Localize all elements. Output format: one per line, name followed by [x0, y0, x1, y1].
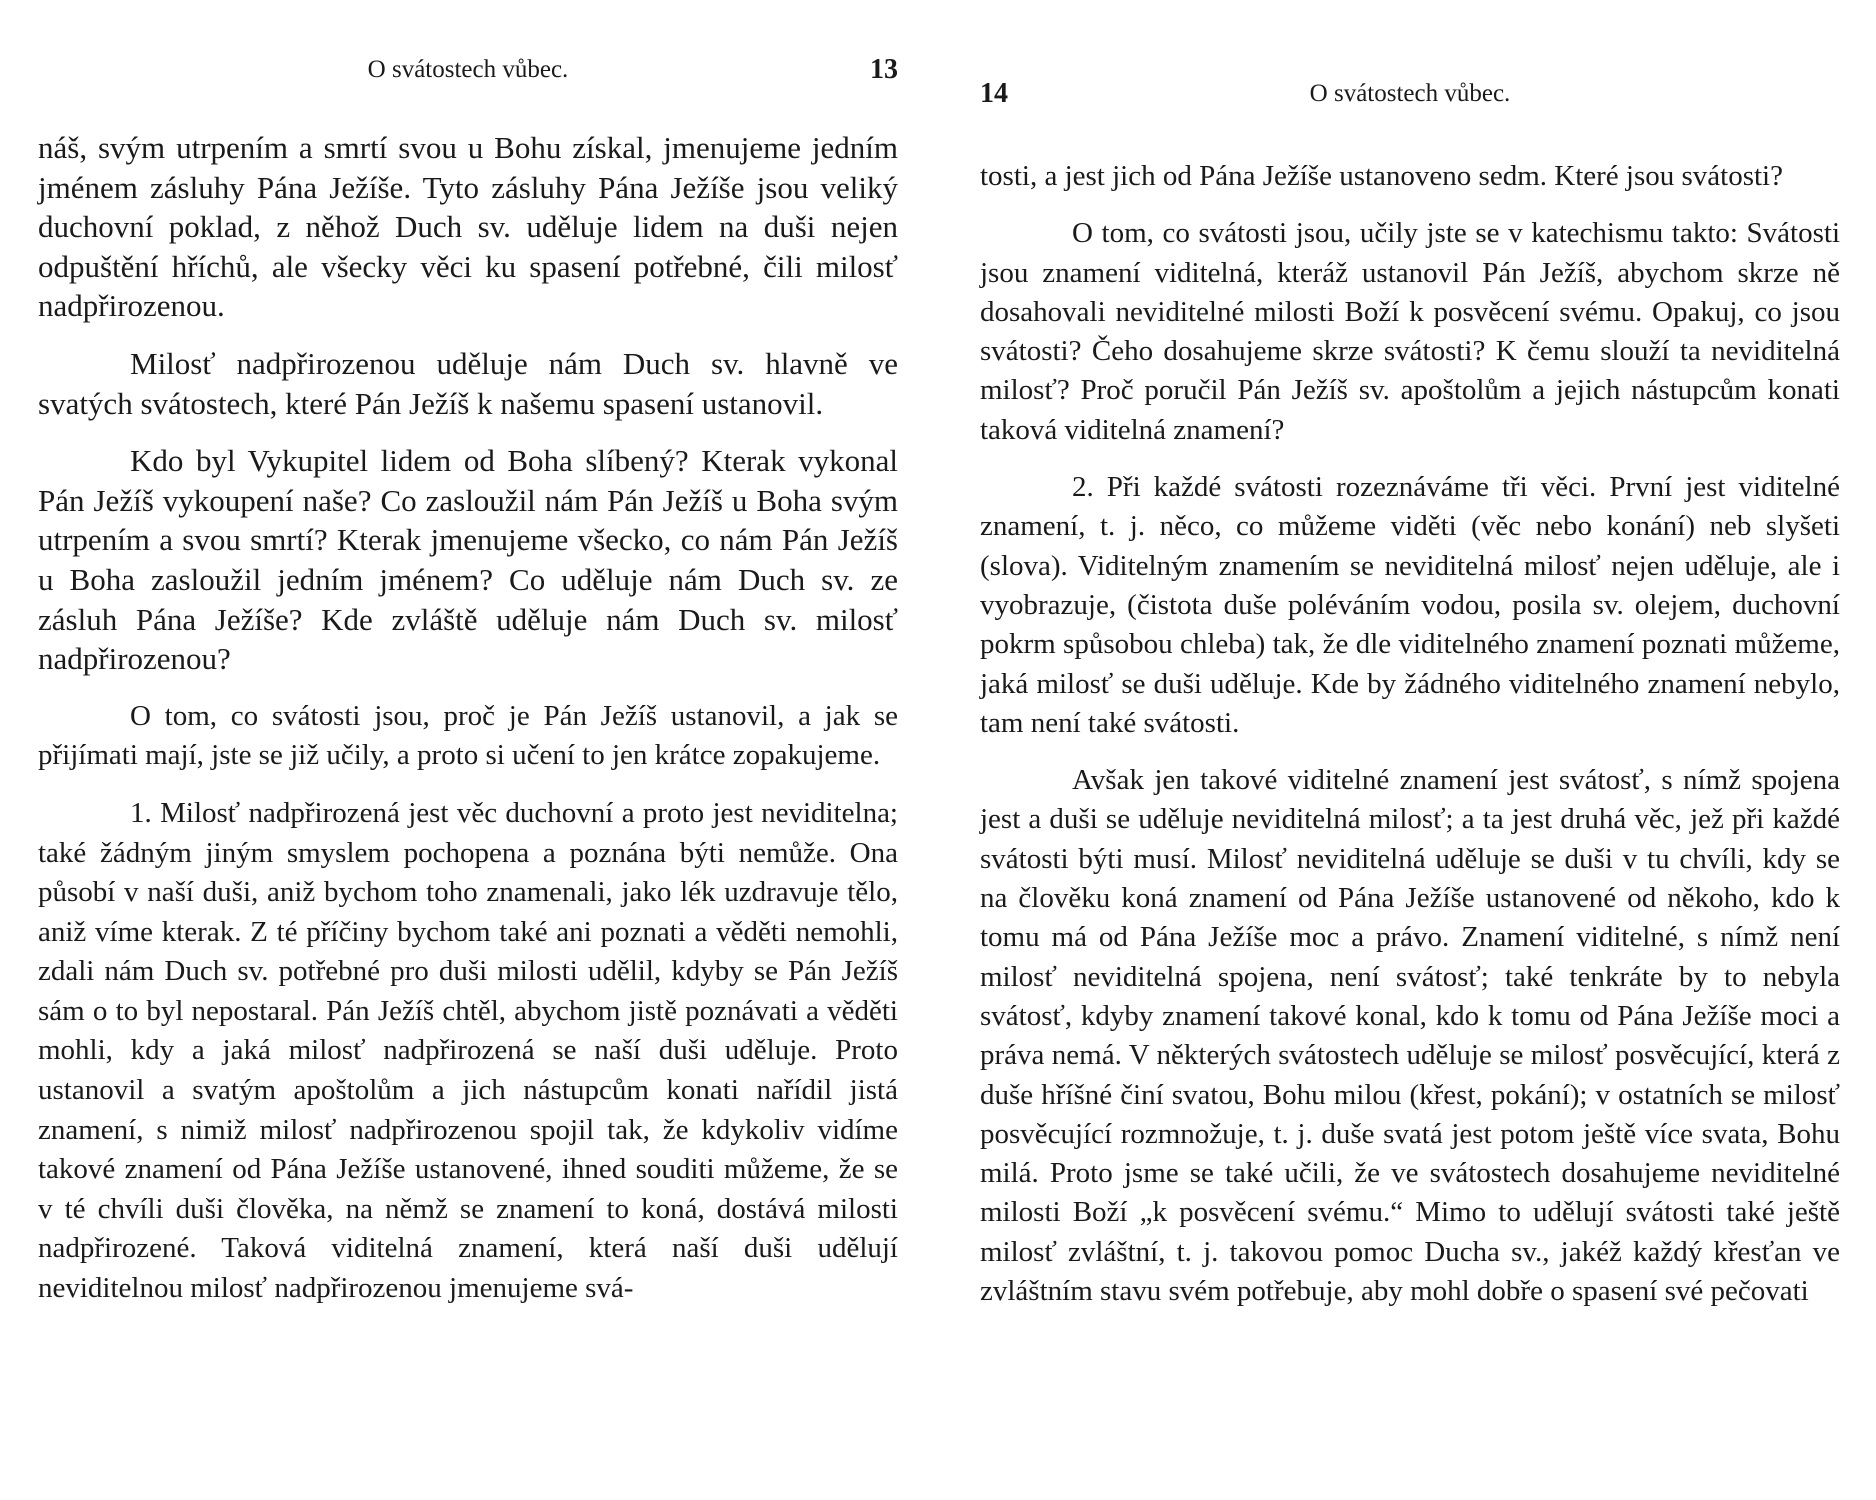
left-page — [38, 0, 898, 1500]
body-text-right — [980, 157, 1840, 1311]
paragraph: Kdo byl Vykupitel lidem od Boha slíbený? Kterak vykonal Pán Ježíš vykoupení naše? Co zasloužil nám Pán Ježíš u Boha svým utrpením a svou smrtí? Kterak jmenujeme všecko, co nám Pán Ježíš u Boha zasloužil jedním jménem? Co uděluje nám Duch sv. ze zásluh Pána Ježíše? Kde zvláště uděluje nám Duch sv. milosť nadpřirozenou? — [38, 443, 898, 677]
paragraph: O tom, co svátosti jsou, učily jste se v katechismu takto: Svátosti jsou znamení viditelná, kteráž ustanovil Pán Ježíš, abychom skrze ně dosahovali neviditelné milosti Boží k posvěcení svému. Opakuj, co jsou svátosti? Čeho dosahujeme skrze svátosti? K čemu slouží ta neviditelná milosť? Proč poručil Pán Ježíš sv. apoštolům a jejich nástupcům konati taková viditelná znamení? — [980, 217, 1840, 446]
running-title: O svátostech vůbec. — [367, 56, 569, 83]
right-page — [980, 0, 1840, 1500]
page-number: 14 — [980, 78, 1008, 109]
body-text-left — [38, 128, 898, 1309]
running-head-right — [980, 80, 1840, 116]
paragraph: 2. Při každé svátosti rozeznáváme tři věci. První jest viditelné znamení, t. j. něco, co můžeme viděti (věc nebo konání) neb slyšeti (slova). Viditelným znamením se neviditelná milosť nejen uděluje, ale i vyobrazuje, (čistota duše poléváním vodou, posila sv. olejem, duchovní pokrm spůsobou chleba) tak, že dle viditelného znamení poznati můžeme, jaká milosť se duši uděluje. Kde by žádného viditelného znamení nebylo, tam není také svátosti. — [980, 471, 1840, 739]
paragraph: tosti, a jest jich od Pána Ježíše ustanoveno sedm. Které jsou svátosti? — [980, 160, 1783, 192]
paragraph: O tom, co svátosti jsou, proč je Pán Ježíš ustanovil, a jak se přijímati mají, jste se již učily, a proto si učení to jen krátce zopakujeme. — [38, 699, 898, 772]
running-title: O svátostech vůbec. — [1309, 80, 1511, 107]
paragraph: Milosť nadpřirozenou uděluje nám Duch sv. hlavně ve svatých svátostech, které Pán Ježíš k našemu spasení ustanovil. — [38, 345, 898, 421]
paragraph: náš, svým utrpením a smrtí svou u Bohu získal, jmenujeme jedním jménem zásluhy Pána Ježíše. Tyto zásluhy Pána Ježíše jsou veliký duchovní poklad, z něhož Duch sv. uděluje lidem na duši nejen odpuštění hříchů, ale všecky věci ku spasení potřebné, čili milosť nadpřirozenou. — [38, 130, 898, 324]
paragraph: Avšak jen takové viditelné znamení jest svátosť, s nímž spojena jest a duši se uděluje neviditelná milosť; a ta jest druhá věc, jež při každé svátosti býti musí. Milosť neviditelná uděluje se duši v tu chvíli, kdy se na člověku koná znamení od Pána Ježíše ustanovené od někoho, kdo k tomu má od Pána Ježíše moc a právo. Znamení viditelné, s nímž není milosť neviditelná spojena, není svátosť; také tenkráte by to nebyla svátosť, kdyby znamení takové konal, kdo k tomu od Pána Ježíše moci a práva nemá. V některých svátostech uděluje se milosť posvěcující, která z duše hříšné činí svatou, Bohu milou (křest, pokání); v ostatních se milosť posvěcující rozmnožuje, t. j. duše svatá jest potom ještě více svata, Bohu milá. Proto jsme se také učili, že ve svátostech dosahujeme neviditelné milosti Boží „k posvěcení svému.“ Mimo to udělují svátosti také ještě milosť zvláštní, t. j. takovou pomoc Ducha sv., jakéž každý křesťan ve zvláštním stavu svém potřebuje, aby mohl dobře o spasení své pečovati — [980, 764, 1840, 1308]
paragraph: 1. Milosť nadpřirozená jest věc duchovní a proto jest neviditelna; také žádným jiným smyslem pochopena a poznána býti nemůže. Ona působí v naší duši, aniž bychom toho znamenali, jako lék uzdravuje tělo, aniž víme kterak. Z té příčiny bychom také ani poznati a věděti nemohli, zdali nám Duch sv. potřebné pro duši milosti udělil, kdyby se Pán Ježíš sám o to byl nepostaral. Pán Ježíš chtěl, abychom jistě poznávati a věděti mohli, kdy a jaká milosť nadpřirozená se naší duši uděluje. Proto ustanovil a svatým apoštolům a jich nástupcům konati nařídil jistá znamení, s nimiž milosť nadpřirozenou spojil tak, že kdykoliv vidíme takové znamení od Pána Ježíše ustanovené, ihned souditi můžeme, že se v té chvíli duši člověka, na němž se znamení to koná, dostává milosti nadpřirozené. Taková viditelná znamení, která naší duši udělují neviditelnou milosť nadpřirozenou jmenujeme svá- — [38, 796, 898, 1305]
page-number: 13 — [870, 54, 898, 85]
running-head-left — [38, 56, 898, 92]
